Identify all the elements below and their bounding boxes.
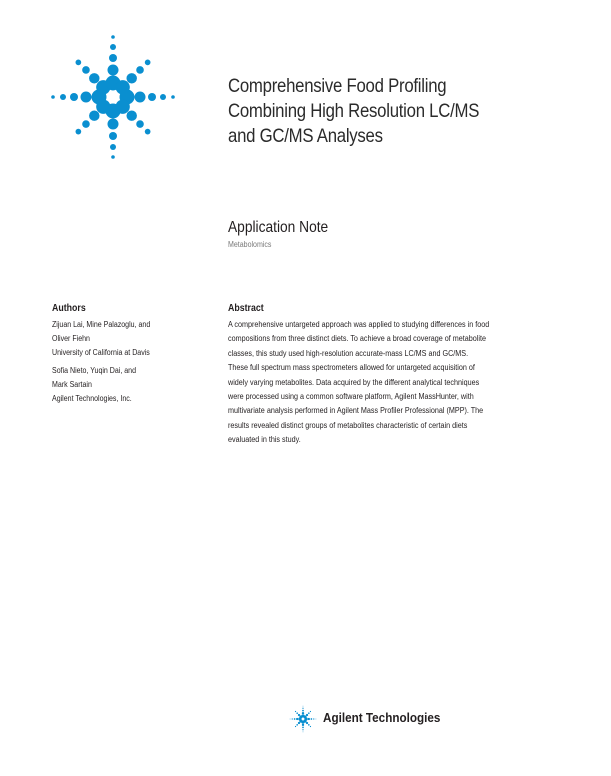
authors-heading: Authors [52, 303, 86, 314]
logo-dot [82, 66, 90, 74]
company-name: Agilent Technologies [323, 710, 441, 725]
logo-dot [148, 93, 156, 101]
abstract-line: classes, this study used high-resolution accurate-mass LC/MS and GC/MS. [228, 348, 469, 358]
logo-dot [89, 73, 99, 83]
logo-dot [296, 724, 298, 726]
logo-dot [116, 80, 130, 94]
abstract-line: compositions from three distinct diets. To achieve a broad coverage of metabolite [228, 334, 487, 344]
abstract-body [228, 318, 489, 448]
logo-dot [308, 724, 310, 726]
logo-dot [290, 719, 291, 720]
author-line: Mark Sartain [52, 380, 92, 389]
logo-dot [292, 718, 293, 719]
logo-dot [302, 712, 304, 714]
logo-dot [108, 65, 119, 76]
logo-dot [302, 727, 304, 729]
logo-dot [304, 715, 307, 718]
logo-dot [310, 726, 311, 727]
logo-dot [302, 729, 303, 730]
author-line: Oliver Fiehn [52, 334, 90, 343]
logo-dot [302, 724, 304, 726]
logo-dot [303, 732, 304, 733]
logo-dot [306, 722, 308, 724]
logo-dot [76, 129, 82, 135]
logo-dot [313, 718, 314, 719]
logo-dot [82, 120, 90, 128]
logo-dot [136, 66, 144, 74]
logo-dot [306, 714, 308, 716]
author-affiliation: University of California at Davis [52, 348, 150, 357]
logo-dot [110, 44, 116, 50]
abstract-heading: Abstract [228, 303, 264, 314]
logo-dot [109, 132, 117, 140]
abstract-line: A comprehensive untargeted approach was applied to studying differences in food [228, 320, 490, 329]
abstract-line: evaluated in this study. [228, 435, 301, 445]
logo-dot [108, 119, 119, 130]
logo-dot [111, 155, 115, 159]
logo-dot [70, 93, 78, 101]
logo-dot [136, 120, 144, 128]
abstract-line: were processed using a common software platform, Agilent MassHunter, with [228, 392, 474, 402]
logo-dot [298, 722, 300, 724]
logo-dot [295, 711, 296, 712]
logo-dot [135, 92, 146, 103]
logo-dot [296, 712, 298, 714]
footer-spark-logo-icon [289, 705, 317, 733]
logo-dot [308, 712, 310, 714]
document-type: Application Note [228, 219, 329, 236]
logo-dot [89, 110, 99, 120]
author-line: Zijuan Lai, Mine Palazoglu, and [52, 320, 151, 329]
page-title [228, 74, 538, 149]
logo-dot [76, 60, 82, 66]
title-line: and GC/MS Analyses [228, 125, 383, 147]
author-group [52, 318, 150, 360]
abstract-line: These full spectrum mass spectrometers allowed for untargeted acquisition of [228, 363, 475, 373]
agilent-spark-logo-icon [48, 32, 178, 162]
logo-dot [308, 718, 310, 720]
abstract-line: multivariate analysis performed in Agilent Mass Profiler Professional (MPP). The [228, 406, 484, 416]
logo-dot [109, 54, 117, 62]
logo-dot [126, 110, 136, 120]
abstract-line: widely varying metabolites. Data acquired by the different analytical techniques [228, 377, 480, 387]
logo-dot [295, 726, 296, 727]
category-label: Metabolomics [228, 240, 272, 249]
author-line: Sofia Nieto, Yuqin Dai, and [52, 366, 137, 375]
logo-dot [310, 711, 311, 712]
logo-dot [303, 706, 304, 707]
logo-dot [311, 718, 313, 720]
author-affiliation: Agilent Technologies, Inc. [52, 394, 132, 403]
title-line: Combining High Resolution LC/MS [228, 100, 480, 122]
logo-dot [316, 719, 317, 720]
abstract-line: results revealed distinct groups of metabolites characteristic of certain diets [228, 420, 468, 430]
logo-dot [302, 710, 304, 712]
logo-dot [145, 129, 151, 135]
logo-dot [171, 95, 175, 99]
logo-dot [111, 35, 115, 39]
logo-dot [110, 144, 116, 150]
logo-dot [145, 60, 151, 66]
logo-dot [51, 95, 55, 99]
logo-dot [298, 714, 300, 716]
logo-dot [60, 94, 66, 100]
author-group [52, 364, 136, 406]
logo-dot [296, 718, 298, 720]
logo-dot [126, 73, 136, 83]
logo-dot [81, 92, 92, 103]
logo-dot [302, 708, 303, 709]
logo-dot [294, 718, 296, 720]
logo-dot [160, 94, 166, 100]
title-line: Comprehensive Food Profiling [228, 75, 447, 97]
